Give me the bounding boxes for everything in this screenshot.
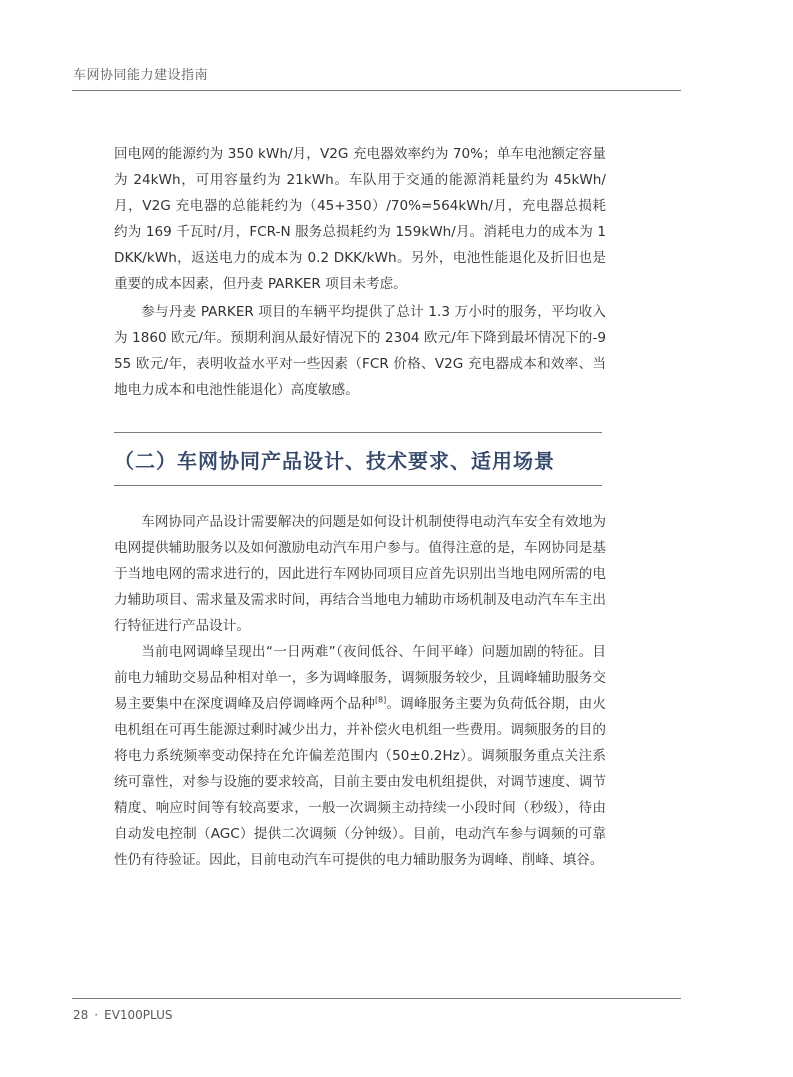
paragraph-product-design: 车网协同产品设计需要解决的问题是如何设计机制使得电动汽车安全有效地为电网提供辅助服务以及如何激励电动汽车用户参与。值得注意的是，车网协同是基于当地电网的需求进行的，因此进行车网协同项目应首先识别出当地电网所需的电力辅助项目、需求量及需求时间，再结合当地电力辅助市场机制及电动汽车车主出行特征进行产品设计。: [114, 514, 606, 634]
paragraph-peak-regulation: [114, 639, 606, 873]
paragraph-block-3: [114, 509, 606, 639]
paragraph-block-4: [114, 639, 606, 873]
paragraph-block-1: [114, 141, 606, 297]
paragraph-text-part-2: 。调峰服务主要为负荷低谷期，由火电机组在可再生能源过剩时减少出力，并补偿火电机组一些费用。调频服务的目的将电力系统频率变动保持在允许偏差范围内（50±0.2Hz）。调频服务重点关注系统可靠性，对参与设施的要求较高，目前主要由发电机组提供，对调节速度、调节精度、响应时间等有较高要求，一般一次调频主动持续一小段时间（秒级），待由自动发电控制（AGC）提供二次调频（分钟级）。目前，电动汽车参与调频的可靠性仍有待验证。因此，目前电动汽车可提供的电力辅助服务为调峰、削峰、填谷。: [114, 696, 607, 868]
publisher-name: EV100PLUS: [104, 1008, 173, 1022]
paragraph-parker-revenue: 参与丹麦 PARKER 项目的车辆平均提供了总计 1.3 万小时的服务，平均收入为 1860 欧元/年。预期利润从最好情况下的 2304 欧元/年下降到最坏情况下的-955 欧元/年，表明收益水平对一些因素（FCR 价格、V2G 充电器成本和效率、当地电力成本和电池性能退化）高度敏感。: [114, 304, 606, 398]
paragraph-text-part-1: 当前电网调峰呈现出“一日两难”（夜间低谷、午间平峰）问题加剧的特征。目前电力辅助交易品种相对单一，多为调峰服务，调频服务较少，且调峰辅助服务交易主要集中在深度调峰及启停调峰两个品种: [114, 644, 606, 712]
header-divider: [72, 90, 681, 91]
section-heading: （二）车网协同产品设计、技术要求、适用场景: [114, 449, 555, 473]
footer-separator: ·: [94, 1008, 99, 1022]
page-number: 28: [73, 1008, 89, 1022]
section-divider-bottom: [114, 485, 602, 486]
page-footer: [73, 1008, 173, 1022]
footer-divider: [72, 998, 681, 999]
running-header-title: 车网协同能力建设指南: [73, 68, 209, 83]
citation-reference[interactable]: [8]: [374, 695, 387, 705]
paragraph-parker-energy: 回电网的能源约为 350 kWh/月，V2G 充电器效率约为 70%；单车电池额定容量为 24kWh，可用容量约为 21kWh。车队用于交通的能源消耗量约为 45kWh/月，V2G 充电器的总能耗约为（45+350）/70%=564kWh/月，充电器总损耗约为 169 千瓦时/月，FCR-N 服务总损耗约为 159kWh/月。消耗电力的成本为 1 DKK/kWh，返送电力的成本为 0.2 DKK/kWh。另外，电池性能退化及折旧也是重要的成本因素，但丹麦 PARKER 项目未考虑。: [114, 146, 606, 292]
paragraph-block-2: [114, 299, 606, 403]
section-divider-top: [114, 432, 602, 433]
